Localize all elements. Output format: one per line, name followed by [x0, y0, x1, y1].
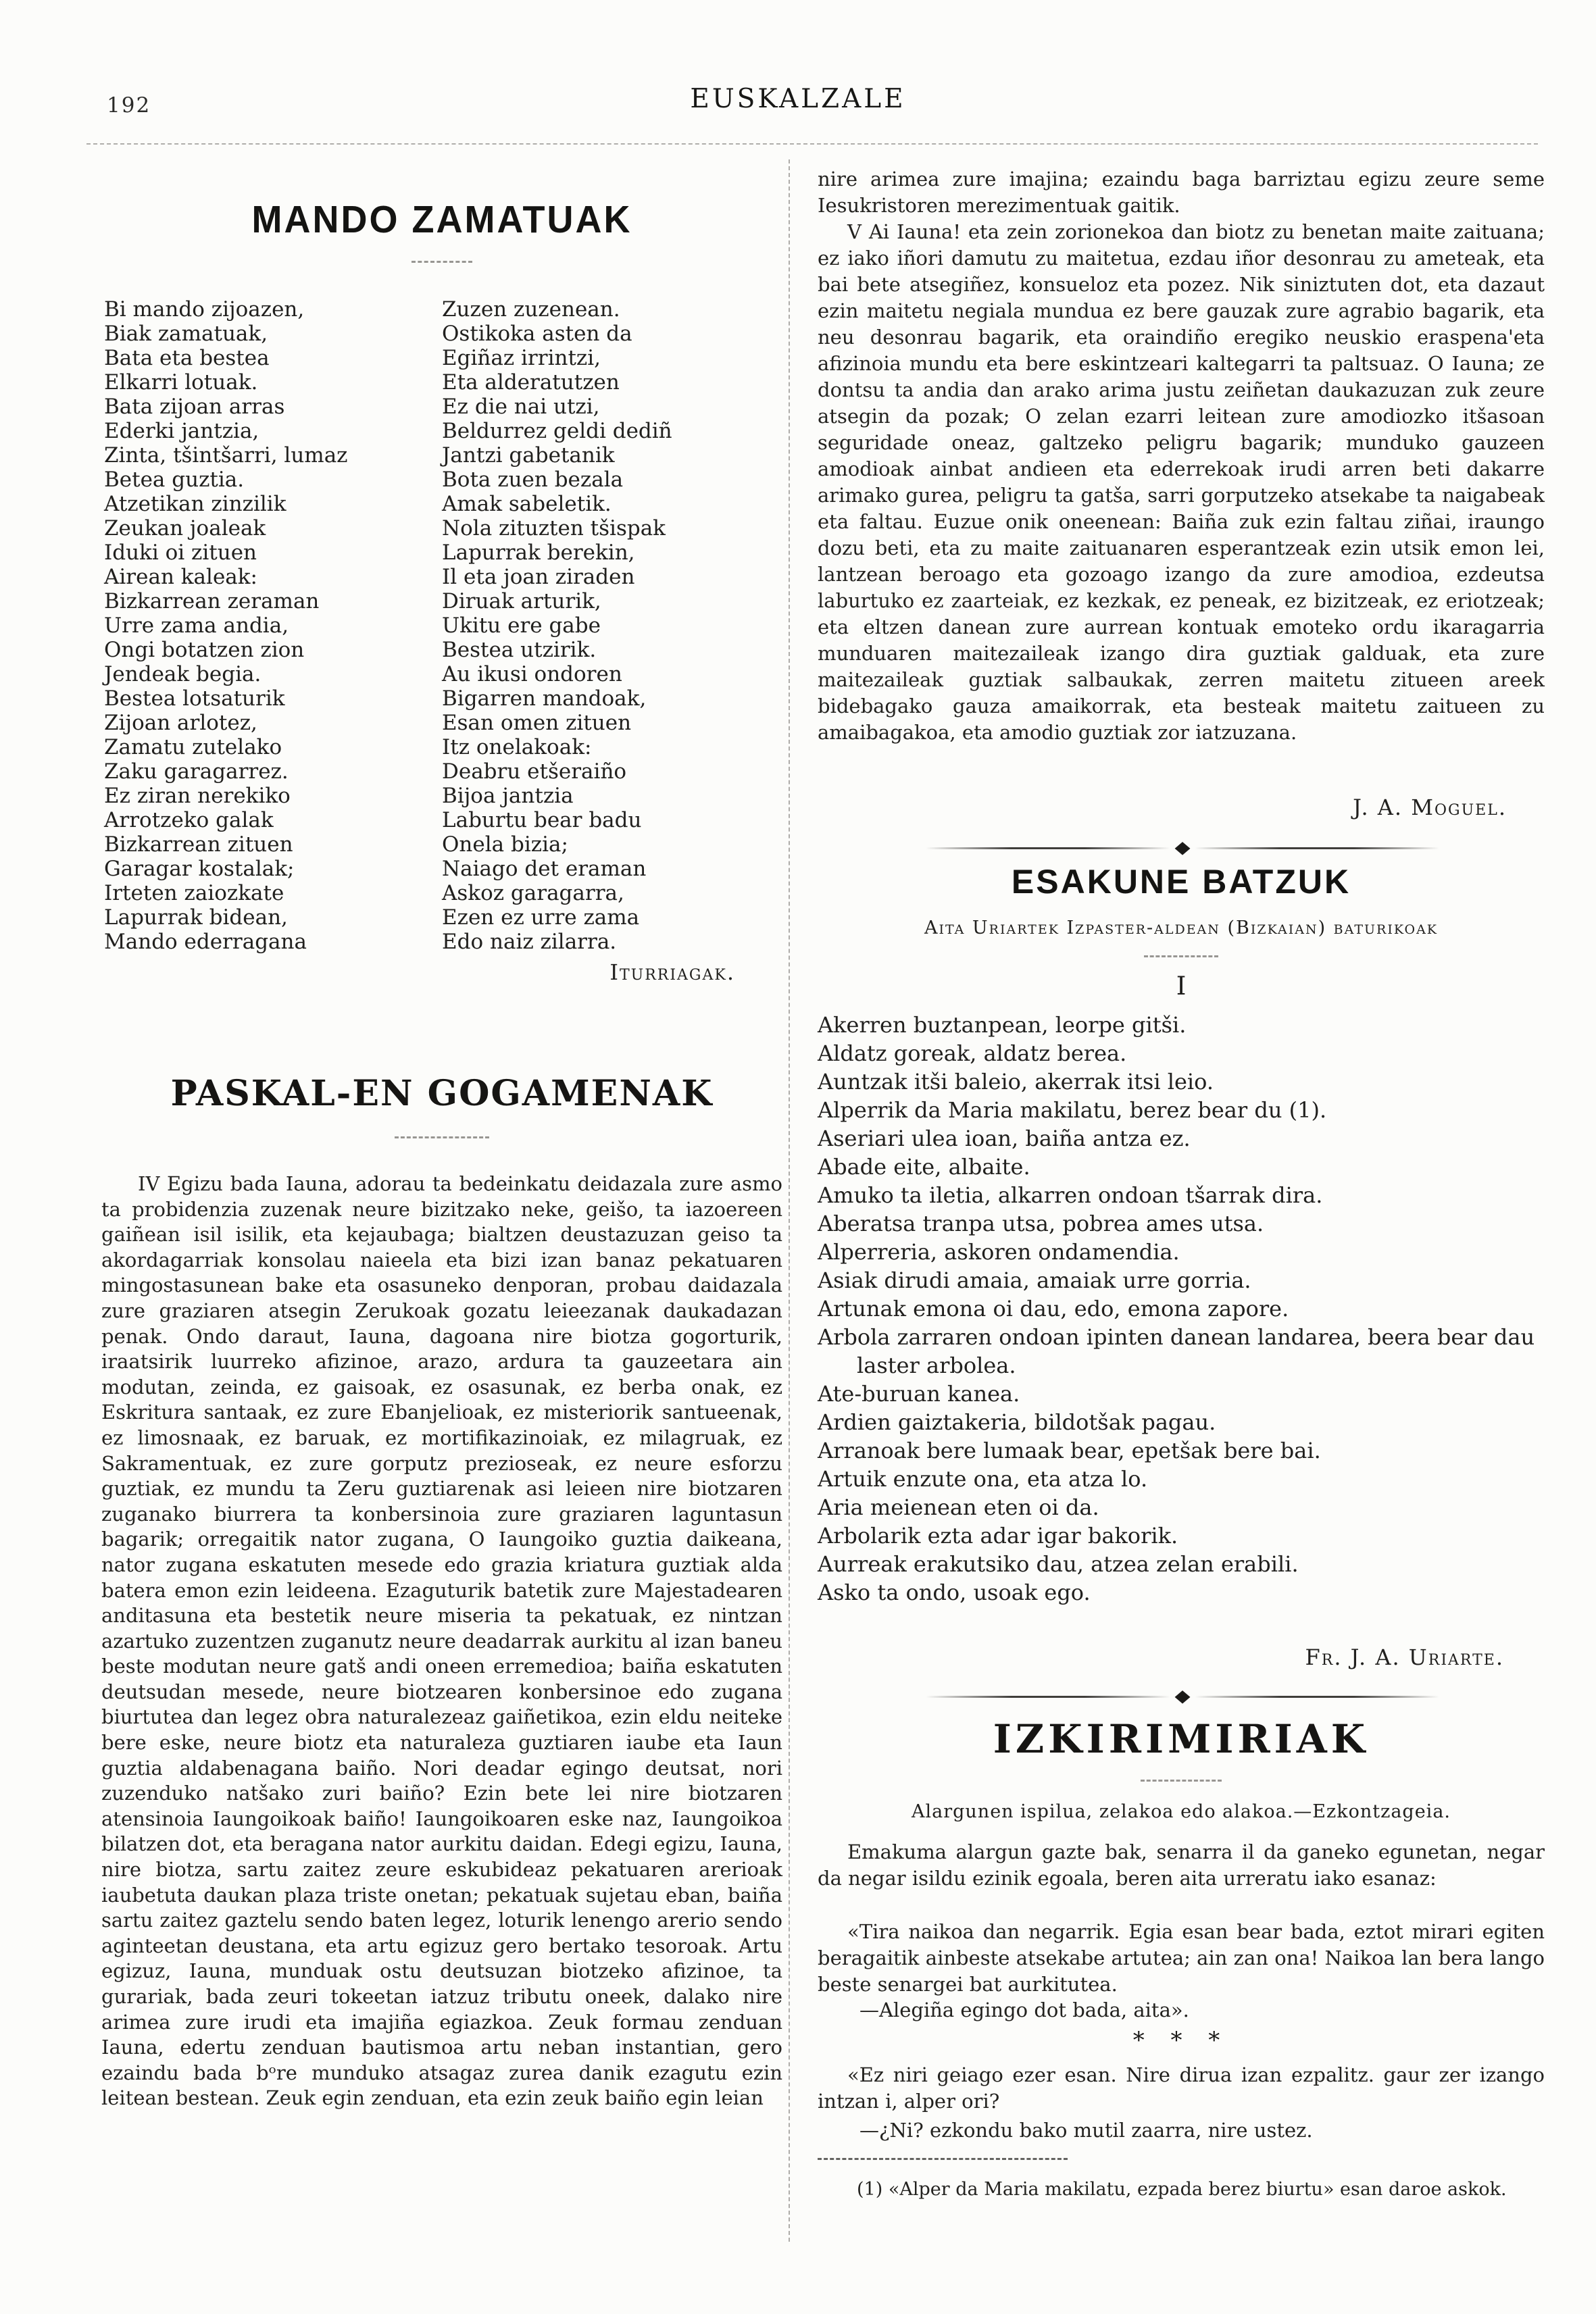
- proverb-line: Aurreak erakutsiko dau, atzea zelan erabili.: [818, 1551, 1299, 1577]
- verse-line: Ez die nai utzi,: [442, 395, 600, 419]
- proverb-line: Arbolarik ezta adar igar bakorik.: [818, 1523, 1178, 1549]
- esakune-subtitle: Aita Uriartek Izpaster-aldean (Bizkaian) baturikoak: [924, 917, 1439, 938]
- proverb-line: Aldatz goreak, aldatz berea.: [818, 1040, 1127, 1066]
- verse-line: Bestea lotsaturik: [104, 686, 285, 711]
- footnote-text: (1) «Alper da Maria makilatu, ezpada berez biurtu» esan daroe askok.: [857, 2179, 1507, 2200]
- poem-column-2: [442, 297, 780, 954]
- ornament-line: [926, 847, 1170, 849]
- proverb-line: Alperreria, askoren ondamendia.: [818, 1239, 1180, 1265]
- verse-line: Itz onelakoak:: [442, 735, 592, 759]
- proverb-line: Arbola zarraren ondoan ipinten danean landarea, beera bear dau laster arbolea.: [818, 1324, 1535, 1378]
- verse-line: Jendeak begia.: [104, 662, 261, 686]
- paskal-paragraph-iv: IV Egizu bada Iauna, adorau ta bedeinkatu deidazala zure asmo ta probidenzia zuzenak neure bizitzako neke, geišo, ta iazoereen gaiñean isil isilik, eta kejaubaga; bialtzen deustazuzan geiso ta akordagarriak konsolau naieela eta bizi izan banaz pekatuaren mingostasunean bake eta osasuneko denporan, probau daidazala zure graziaren atsegin Zerukoak gozatu leieezanak daukadazan penak. Ondo daraut, Iauna, dagoana nire biotza gogorturik, iraatsirik luurreko afizinoe, arazo, ardura ta gauzeetara ain modutan, zeinda, ez gaisoak, ez osasunak, ez berba onak, ez Eskritura santaak, ez zure Ebanjelioak, ez misteriorik santueenak, ez limosnaak, ez baruak, ez mortifikazinoiak, ez milagruak, ez Sakramentuak, ez zure gorputz prezioseak, ez neure esforzu guztiak, ez mundu ta Zeru guztiarenak asi leieen nire biotzaren zuganako biurrera ta konbersinoia zure graziaren laguntasun bagarik; orregaitik nator zugana, O Iaungoiko guztia daikeana, nator zugana eskatuten mesede edo grazia kriatura guztiak alda batera emon ezin leideena. Ezaguturik batetik zure Majestadearen anditasuna eta bestetik neure miseria ta pekatuak, ez nintzan azartuko zuzentzen zuganutz neure deadarrak aurkitu al izan baneu beste modutan neure gatš andi oneen erremedioa; baiña eskatuten deutsudan mesede, neure biotzearen konbersinoe edo zugana biurtutea dan legez obra naturalezeaz gaiñetikoa, ezin eldu neiteke bere eske, neure biotz eta naturaleza guztiaren iaube eta Iaun guztia aldabenagana baiño. Nori deadar egingo deutsat, nori zuzenduko natšako zuri baiño? Ezin bete lei nire biotzaren atensinoia Iaungoikoak baiño! Iaungoikoaren eske naz, Iaungoikoa bilatzen dot, eta beragana nator aurkitu daidan. Edegi egizu, Iauna, nire biotza, sartu zaitez zeure eskubideaz pekatuaren arerioak iaubetuta daukan plaza triste onetan; pekatuak sujetau eban, baiña sartu zaitez gaztelu sendo baten legez, loturik lenengo arerio sendo aginteetan deustana, eta artu egizuz gero bertako tesoroak. Artu egizuz, Iauna, munduak ostu deutsuzan biotzeko afizinoe, ta gurariak, bada zeuri tokeetan iatzuz tributu oneek, dalako nire arimea zure irudi eta imajiña egiazkoa. Zeuk formau zenduan Iauna, edertu zenduan bautismoa artu neban instantian, gero ezaindu bada bᵒre munduko atsagaz zurea danik ezagutu ezin leitean bestean. Zeuk egin zenduan, eta ezin zeuk baiño egin leian: [101, 1172, 782, 2110]
- paskal-paragraph-iv-continuation: nire arimea zure imajina; ezaindu baga barriztau egizu zeure seme Iesukristoren merezimentuak gaitik.: [818, 168, 1545, 217]
- izkirimiriak-title: IZKIRIMIRIAK: [993, 1716, 1370, 1762]
- proverb-line: Akerren buztanpean, leorpe gitši.: [818, 1012, 1187, 1038]
- verse-line: Zinta, tšintšarri, lumaz: [104, 443, 348, 468]
- verse-line: Elkarri lotuak.: [104, 370, 258, 395]
- proverb-line: Asko ta ondo, usoak ego.: [818, 1580, 1091, 1605]
- verse-line: Beldurrez geldi dediñ: [442, 419, 672, 443]
- proverb-line: Asiak dirudi amaia, amaiak urre gorria.: [818, 1267, 1251, 1293]
- verse-line: Jantzi gabetanik: [442, 443, 615, 468]
- verse-line: Biak zamatuak,: [104, 322, 268, 346]
- verse-line: Nola zituzten tšispak: [442, 516, 666, 540]
- proverb-line: Ate-buruan kanea.: [818, 1381, 1020, 1407]
- izkirimiriak-reply-1: —Alegiña egingo dot bada, aita».: [859, 1998, 1189, 2021]
- verse-line: Bijoa jantzia: [442, 784, 574, 808]
- proverb-line: Arranoak bere lumaak bear, epetšak bere bai.: [818, 1438, 1321, 1463]
- title-rule: [412, 261, 472, 263]
- proverb-line: Aberatsa tranpa utsa, pobrea ames utsa.: [818, 1211, 1264, 1236]
- proverb-line: Artuik enzute ona, eta atza lo.: [818, 1466, 1148, 1492]
- verse-line: Zuzen zuzenean.: [442, 297, 620, 322]
- verse-line: Ukitu ere gabe: [442, 613, 601, 638]
- verse-line: Il eta joan ziraden: [442, 565, 635, 589]
- diamond-icon: ◆: [1174, 837, 1191, 858]
- section-ornament: [926, 838, 1439, 858]
- verse-line: Edo naiz zilarra.: [442, 930, 617, 954]
- diamond-icon: ◆: [1174, 1686, 1191, 1707]
- proverb-line: Aria meienean eten oi da.: [818, 1494, 1099, 1520]
- verse-line: Irteten zaiozkate: [104, 881, 284, 905]
- verse-line: Askoz garagarra,: [442, 881, 624, 905]
- verse-line: Egiñaz irrintzi,: [442, 346, 601, 370]
- verse-line: Naiago det eraman: [442, 857, 647, 881]
- asterism-divider: * * *: [1132, 2027, 1230, 2054]
- verse-line: Ezen ez urre zama: [442, 905, 640, 930]
- verse-line: Zeukan joaleak: [104, 516, 266, 540]
- proverb-line: Amuko ta iletia, alkarren ondoan tšarrak dira.: [818, 1182, 1323, 1208]
- proverb-line: Alperrik da Maria makilatu, berez bear du (1).: [818, 1097, 1327, 1123]
- mando-poem: [104, 297, 780, 954]
- verse-line: Lapurrak bidean,: [104, 905, 288, 930]
- proverb-line: Auntzak itši baleio, akerrak itsi leio.: [818, 1069, 1214, 1095]
- verse-line: Eta alderatutzen: [442, 370, 620, 395]
- left-column: [101, 0, 782, 2314]
- verse-line: Bigarren mandoak,: [442, 686, 647, 711]
- esakune-batzuk-title: ESAKUNE BATZUK: [1011, 863, 1351, 901]
- ornament-line: [926, 1696, 1170, 1698]
- verse-line: Bi mando zijoazen,: [104, 297, 305, 322]
- verse-line: Bata eta bestea: [104, 346, 270, 370]
- verse-line: Bizkarrean zeraman: [104, 589, 320, 613]
- section-numeral: I: [1176, 972, 1187, 1001]
- verse-line: Ez ziran nerekiko: [104, 784, 291, 808]
- verse-line: Au ikusi ondoren: [442, 662, 622, 686]
- verse-line: Bizkarrean zituen: [104, 832, 293, 857]
- page-number: 192: [107, 93, 151, 118]
- paskal-gogamenak-title: PASKAL-EN GOGAMENAK: [170, 1073, 714, 1114]
- verse-line: Betea guztia.: [104, 468, 245, 492]
- verse-line: Deabru etšeraiño: [442, 759, 627, 784]
- verse-line: Iduki oi zituen: [104, 540, 257, 565]
- verse-line: Zijoan arlotez,: [104, 711, 257, 735]
- izkirimiriak-quote-1: «Tira naikoa dan negarrik. Egia esan bear bada, eztot mirari egiten beragaitik ainbeste atsekabe artutea; ain zan ona! Naikoa lan bera lango beste senargei bat aurkitutea.: [818, 1920, 1545, 1996]
- verse-line: Arrotzeko galak: [104, 808, 274, 832]
- proverb-line: Artunak emona oi dau, edo, emona zapore.: [818, 1296, 1289, 1322]
- verse-line: Airean kaleak:: [104, 565, 258, 589]
- verse-line: Ongi botatzen zion: [104, 638, 305, 662]
- verse-line: Lapurrak berekin,: [442, 540, 635, 565]
- izkirimiriak-subtitle: Alargunen ispilua, zelakoa edo alakoa.—Ezkontzageia.: [912, 1801, 1451, 1822]
- right-column: [818, 0, 1545, 2314]
- verse-line: Zaku garagarrez.: [104, 759, 289, 784]
- section-ornament: [926, 1686, 1439, 1707]
- title-rule: [1141, 1780, 1222, 1782]
- proverb-line: Ardien gaiztakeria, bildotšak pagau.: [818, 1409, 1216, 1435]
- mando-zamatuak-title: MANDO ZAMATUAK: [251, 198, 632, 241]
- verse-line: Ostikoka asten da: [442, 322, 632, 346]
- moguel-signature: J. A. Moguel.: [1353, 795, 1507, 820]
- verse-line: Bota zuen bezala: [442, 468, 624, 492]
- verse-line: Mando ederragana: [104, 930, 307, 954]
- verse-line: Laburtu bear badu: [442, 808, 642, 832]
- paskal-paragraph-v: V Ai Iauna! eta zein zorionekoa dan biotz zu benetan maite zaituana; ez iako iñori damutu zu maitetua, ezdau iñor desonrau zu ameteak, eta bai bete atsegiñez, konsueloz eta pozez. Nik siniztuten dot, eta dazaut ezin maitetu negiala mundua ez bere gauzak zure agrabio bagarik, eta neu desonrau bagarik, eta oraindiño eregiko neuskio eraspena'eta afizinoia mundu eta bere eskintzeari kaltegarri ta paltsuaz. O Iauna; ze dontsu ta andia dan arako arima justu zeiñetan daukazuzan zuk zeure atsegin da pozak; O zelan ezarri leitean zure amodiozko itšasoan seguridade oneaz, galtzeko peligru bagarik; munduko gauzeen amodioak ainbat andieen eta ederrekoak irudi arren beti dakarre arimako gurea, peligru ta gatša, sarri gorputzeko atsekabe ta naigabeak eta faltau. Euzue onik oneenean: Baiña zuk ezin faltau ziñai, iraungo dozu beti, eta zu maite zaituanaren esperantzeak ezin utsik emon lei, lantzean beroago eta gozoago izango da zure amodioa, ezdeutsa laburtuko ez zaarteiak, ez kezkak, ez peneak, ez bizitzeak, ez eriotzeak; eta eltzen danean zure aurrean kontuak emoteko ordu ikaragarria munduaren maitezaileak izango dira guztiak galduak, eta zure maitezaileak guztiak salbaukak, zerren maitetu zitueen areek bidebagako gauza amaikorrak, eta besteak maitetu zaitueen zu amaibagakoa, eta amodio guztiak zor iatzuzana.: [818, 220, 1545, 744]
- ornament-line: [1195, 1696, 1439, 1698]
- proverb-line: Aseriari ulea ioan, baiña antza ez.: [818, 1126, 1191, 1151]
- proverb-line: Abade eite, albaite.: [818, 1154, 1030, 1180]
- iturriaga-signature: Iturriagak.: [609, 959, 735, 985]
- verse-line: Bestea utzirik.: [442, 638, 597, 662]
- verse-line: Zamatu zutelako: [104, 735, 282, 759]
- title-rule: [395, 1136, 489, 1138]
- poem-column-1: [104, 297, 442, 954]
- verse-line: Atzetikan zinzilik: [104, 492, 286, 516]
- column-divider-rule: [789, 159, 790, 2242]
- verse-line: Bata zijoan arras: [104, 395, 285, 419]
- journal-title: EUSKALZALE: [690, 84, 906, 114]
- verse-line: Ederki jantzia,: [104, 419, 259, 443]
- izkirimiriak-paragraph: Emakuma alargun gazte bak, senarra il da ganeko egunetan, negar da negar isildu ezinik egoala, beren aita urreratu iako esanaz:: [818, 1840, 1545, 1890]
- verse-line: Urre zama andia,: [104, 613, 289, 638]
- verse-line: Esan omen zituen: [442, 711, 632, 735]
- verse-line: Garagar kostalak;: [104, 857, 295, 881]
- izkirimiriak-reply-2: —¿Ni? ezkondu bako mutil zaarra, nire ustez.: [859, 2119, 1313, 2142]
- ornament-line: [1195, 847, 1439, 849]
- verse-line: Amak sabeletik.: [442, 492, 612, 516]
- proverb-list: [818, 1011, 1545, 1607]
- verse-line: Diruak arturik,: [442, 589, 601, 613]
- title-rule: [1144, 955, 1218, 957]
- verse-line: Onela bizia;: [442, 832, 568, 857]
- izkirimiriak-quote-2: «Ez niri geiago ezer esan. Nire dirua izan ezpalitz. gaur zer izango intzan i, alper ori?: [818, 2063, 1545, 2113]
- footnote-rule: [818, 2158, 1068, 2160]
- uriarte-signature: Fr. J. A. Uriarte.: [1305, 1644, 1504, 1670]
